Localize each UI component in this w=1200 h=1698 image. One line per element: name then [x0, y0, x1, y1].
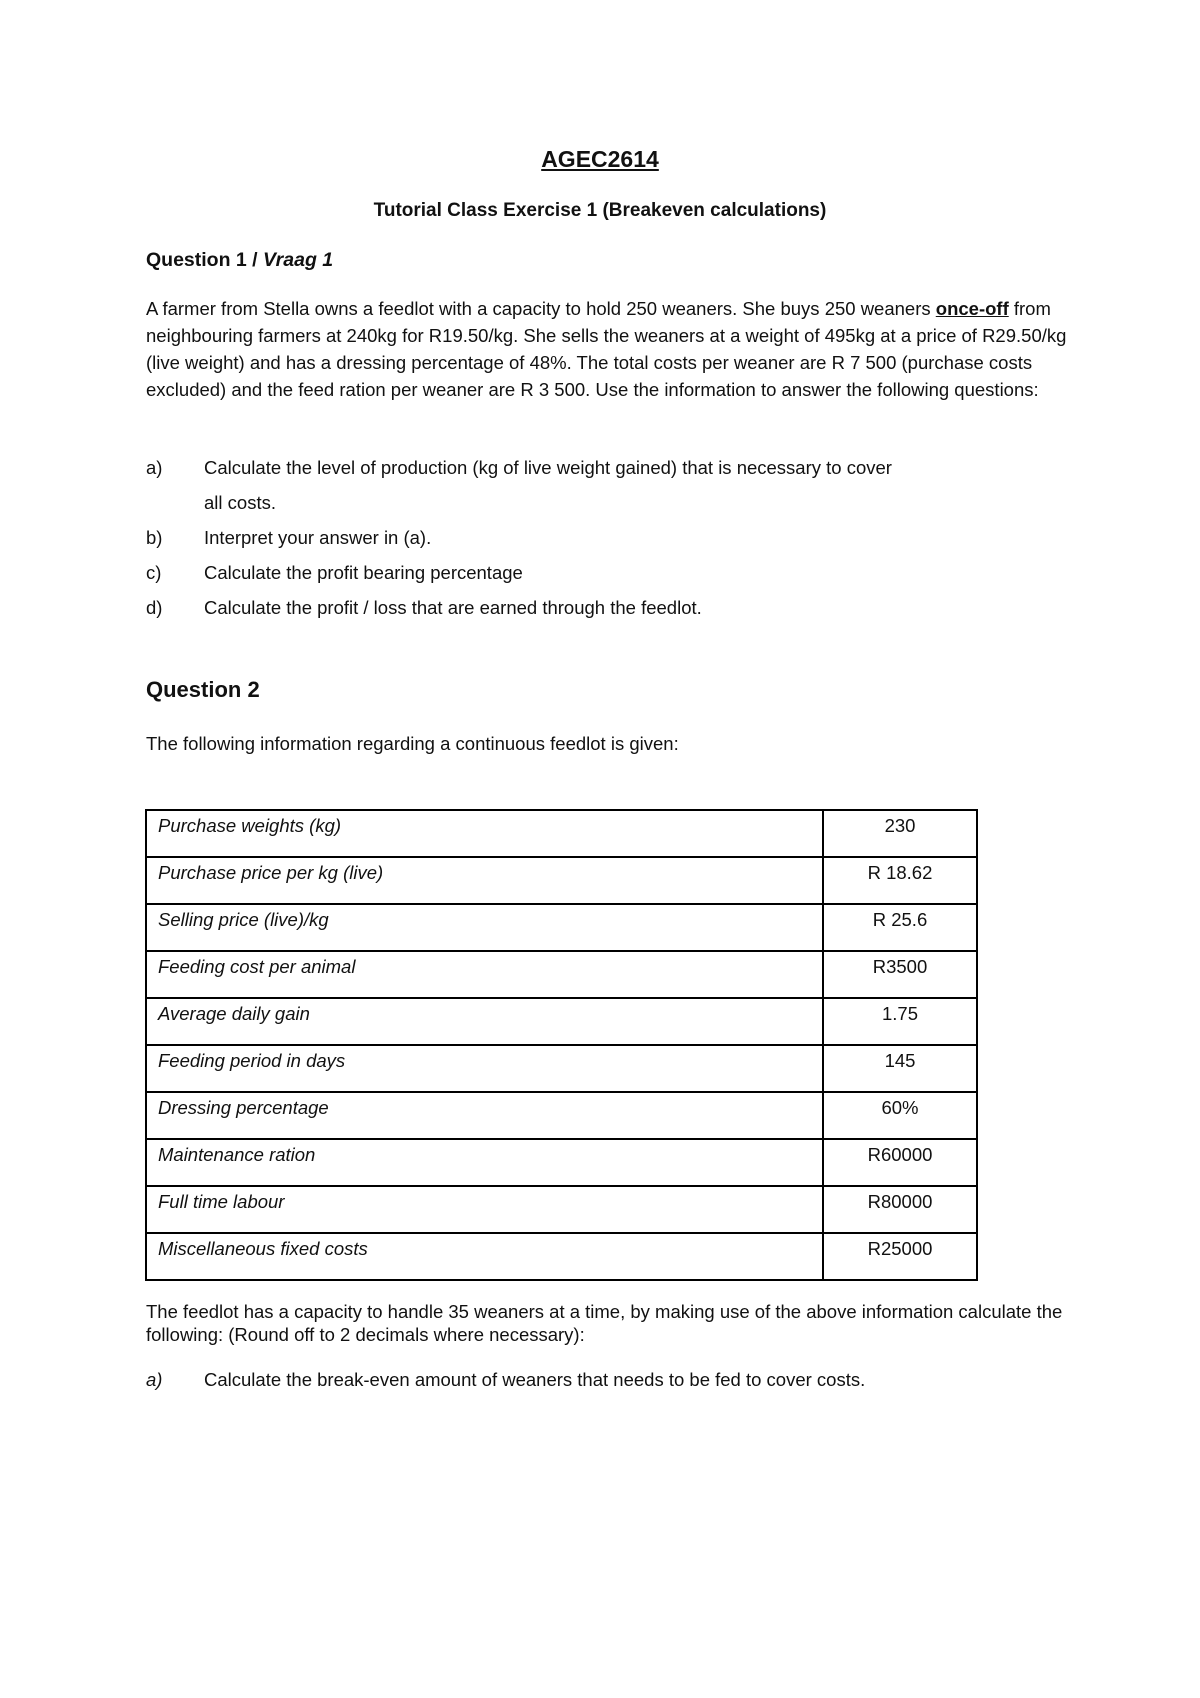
- question-1-item-a: [146, 450, 1071, 520]
- item-text-line1: Calculate the level of production (kg of live weight gained) that is necessary to cover: [204, 457, 892, 478]
- table-row: [146, 810, 977, 857]
- table-cell-label: Purchase weights (kg): [146, 810, 823, 857]
- item-text: Calculate the profit / loss that are earned through the feedlot.: [204, 597, 702, 618]
- item-letter: d): [146, 597, 163, 618]
- item-text: Interpret your answer in (a).: [204, 527, 432, 548]
- table-cell-label: Feeding period in days: [146, 1045, 823, 1092]
- question-2-list: [146, 1362, 1071, 1397]
- table-cell-label: Average daily gain: [146, 998, 823, 1045]
- question-1-heading: [146, 249, 333, 272]
- table-row: [146, 1186, 977, 1233]
- table-cell-value: R 25.6: [823, 904, 977, 951]
- table-row: [146, 904, 977, 951]
- table-cell-value: 1.75: [823, 998, 977, 1045]
- table-cell-label: Maintenance ration: [146, 1139, 823, 1186]
- table-cell-value: 60%: [823, 1092, 977, 1139]
- item-letter: a): [146, 1369, 163, 1390]
- table-cell-label: Miscellaneous fixed costs: [146, 1233, 823, 1280]
- table-row: [146, 1045, 977, 1092]
- table-cell-label: Selling price (live)/kg: [146, 904, 823, 951]
- table-cell-value: 145: [823, 1045, 977, 1092]
- question-1-item-c: [146, 555, 1071, 590]
- item-text-line2: all costs.: [204, 492, 276, 513]
- table-row: [146, 1233, 977, 1280]
- question-2-item-a: [146, 1362, 1071, 1397]
- exercise-title: Tutorial Class Exercise 1 (Breakeven calculations): [373, 200, 827, 221]
- table-cell-value: R60000: [823, 1139, 977, 1186]
- question-1-heading-main: Question 1 /: [146, 249, 264, 271]
- item-letter: a): [146, 457, 163, 478]
- question-1-list: [146, 450, 1071, 625]
- table-cell-value: R80000: [823, 1186, 977, 1233]
- table-cell-value: 230: [823, 810, 977, 857]
- question-1-para-part2: from neighbouring farmers at 240kg for R19.50/kg. She sells the weaners at a weight of 495kg at a price of R29.50/kg (live weight) and has a dressing percentage of 48%. The total costs per weaner are R 7 500 (purchase costs excluded) and the feed ration per weaner are R 3 500. Use the information to answer the following questions:: [146, 298, 1067, 400]
- item-text: [204, 450, 1071, 520]
- question-2-intro: The following information regarding a continuous feedlot is given:: [146, 733, 679, 754]
- question-1-heading-alt: Vraag 1: [263, 249, 334, 271]
- course-code: AGEC2614: [541, 146, 659, 172]
- item-letter: c): [146, 562, 162, 583]
- feedlot-data-table: [145, 809, 978, 1281]
- item-text: Calculate the break-even amount of weaners that needs to be fed to cover costs.: [204, 1369, 866, 1390]
- table-cell-label: Full time labour: [146, 1186, 823, 1233]
- table-row: [146, 951, 977, 998]
- table-cell-value: R 18.62: [823, 857, 977, 904]
- question-2-heading: Question 2: [146, 677, 260, 702]
- table-cell-label: Purchase price per kg (live): [146, 857, 823, 904]
- table-cell-label: Feeding cost per animal: [146, 951, 823, 998]
- table-row: [146, 1092, 977, 1139]
- question-1-para-emphasis: once-off: [935, 298, 1009, 319]
- table-row: [146, 1139, 977, 1186]
- item-text: Calculate the profit bearing percentage: [204, 562, 523, 583]
- table-cell-label: Dressing percentage: [146, 1092, 823, 1139]
- question-1-item-d: [146, 590, 1071, 625]
- question-2-paragraph: The feedlot has a capacity to handle 35 weaners at a time, by making use of the above information calculate the following: (Round off to 2 decimals where necessary):: [146, 1301, 1063, 1345]
- question-1-paragraph: [146, 295, 1071, 403]
- table-row: [146, 857, 977, 904]
- question-1-para-part1: A farmer from Stella owns a feedlot with a capacity to hold 250 weaners. She buys 250 weaners: [146, 298, 936, 319]
- item-letter: b): [146, 527, 163, 548]
- table-row: [146, 998, 977, 1045]
- question-1-item-b: [146, 520, 1071, 555]
- table-cell-value: R3500: [823, 951, 977, 998]
- table-cell-value: R25000: [823, 1233, 977, 1280]
